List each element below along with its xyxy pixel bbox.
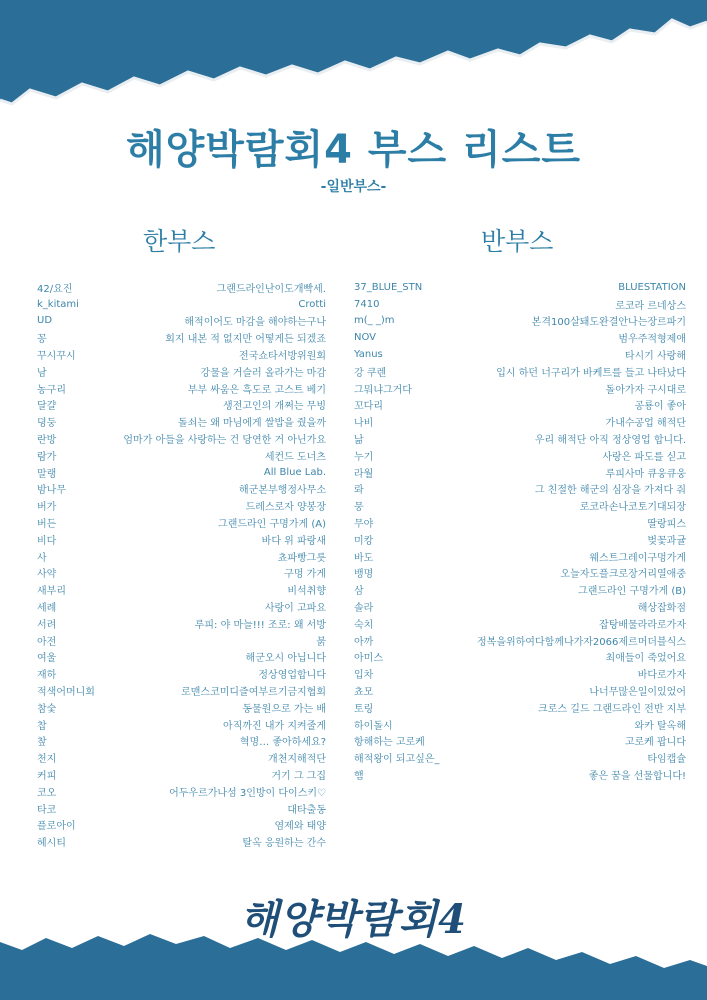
booth-owner-name: 강 쿠렌 bbox=[354, 367, 387, 379]
booth-title: 회지 내본 적 없지만 어떻게든 되겠죠 bbox=[165, 334, 326, 346]
booth-title: 그랜드라인 구명가게 (B) bbox=[578, 586, 686, 598]
booth-row bbox=[37, 833, 326, 850]
booth-owner-name: 커피 bbox=[37, 771, 57, 782]
booth-owner-name: 아까 bbox=[354, 636, 374, 648]
booth-row bbox=[354, 514, 686, 531]
booth-row bbox=[37, 413, 326, 430]
booth-title: 정상영업합니다 bbox=[258, 670, 326, 682]
booth-title: 나너무많은일이있었어 bbox=[589, 687, 686, 699]
booth-owner-name: 롸 bbox=[354, 485, 364, 497]
booth-row bbox=[37, 598, 326, 615]
booth-owner-name: 밤나무 bbox=[37, 485, 66, 497]
booth-owner-name: 7410 bbox=[354, 298, 380, 310]
booth-owner-name: 무야 bbox=[354, 519, 374, 531]
booth-title: 구멍 가게 bbox=[284, 569, 326, 581]
booth-title: 비석취향 bbox=[287, 586, 326, 598]
booth-row bbox=[37, 464, 326, 481]
booth-owner-name: 서려 bbox=[37, 619, 57, 631]
booth-row bbox=[354, 329, 686, 346]
booth-row bbox=[37, 716, 326, 733]
booth-owner-name: 세례 bbox=[37, 603, 57, 615]
booth-owner-name: 솔라 bbox=[354, 603, 374, 615]
booth-row bbox=[37, 514, 326, 531]
booth-row bbox=[37, 565, 326, 582]
booth-title: 로맨스코미디즐여부르기금지협회 bbox=[181, 687, 326, 699]
booth-owner-name: 헤시티 bbox=[37, 838, 66, 850]
booth-title: 대타출동 bbox=[287, 804, 326, 816]
booth-title: 탈옥 응원하는 간수 bbox=[242, 838, 326, 850]
booth-row bbox=[37, 749, 326, 766]
page-title: 해양박람회4 부스 리스트 bbox=[125, 127, 582, 173]
booth-owner-name: 플로아이 bbox=[37, 821, 76, 833]
booth-title: 붉 bbox=[316, 636, 326, 648]
booth-row bbox=[354, 598, 686, 615]
booth-row bbox=[354, 682, 686, 699]
booth-owner-name: 적색어머니회 bbox=[37, 687, 95, 699]
booth-owner-name: 참숯 bbox=[37, 703, 57, 715]
booth-owner-name: 사약 bbox=[37, 569, 57, 581]
booth-owner-name: Yanus bbox=[354, 349, 383, 361]
booth-title: 우리 해적단 아직 정상영업 합니다. bbox=[534, 435, 686, 447]
booth-title: 그랜드라인난이도개빡세. bbox=[216, 283, 326, 295]
booth-title: 어두우르가나섬 3인방이 다이스키♡ bbox=[169, 787, 326, 799]
booth-row bbox=[354, 615, 686, 632]
booth-row bbox=[37, 766, 326, 783]
booth-owner-name: 해적왕이 되고싶은_ bbox=[354, 754, 440, 766]
booth-owner-name: 사 bbox=[37, 552, 47, 564]
booth-title: 로코라 르네상스 bbox=[615, 300, 686, 312]
booth-row bbox=[37, 397, 326, 414]
booth-title: 거기 그 그집 bbox=[271, 771, 326, 782]
booth-row bbox=[37, 632, 326, 649]
booth-owner-name: 토링 bbox=[354, 703, 374, 715]
booth-owner-name: NOV bbox=[354, 332, 377, 344]
booth-row bbox=[354, 497, 686, 514]
booth-owner-name: m(_ _)m bbox=[354, 315, 395, 327]
booth-title: 타시기 사랑해 bbox=[624, 351, 686, 363]
booth-title: 세컨드 도너츠 bbox=[264, 451, 326, 463]
booth-owner-name: 찹 bbox=[37, 720, 47, 732]
booth-owner-name: UD bbox=[37, 315, 53, 327]
booth-title: 드레스로자 양봉장 bbox=[245, 502, 326, 514]
booth-owner-name: 낢 bbox=[354, 435, 364, 447]
booth-row bbox=[37, 447, 326, 464]
booth-title: 부부 싸움은 흑도로 고스트 베기 bbox=[187, 384, 326, 396]
booth-title: 좋은 꿈을 선물합니다! bbox=[588, 771, 686, 782]
booth-row bbox=[354, 531, 686, 548]
booth-owner-name: 남 bbox=[37, 367, 47, 379]
booth-title: 해군오시 아닙니다 bbox=[245, 653, 326, 665]
booth-title: 정복을위하여다함께나가자2066제르머더블식스 bbox=[477, 636, 686, 648]
booth-title: 딸랑피스 bbox=[647, 519, 686, 531]
booth-title: 아직까진 내가 지켜줄게 bbox=[223, 720, 326, 732]
booth-title: 사랑이 고파요 bbox=[264, 603, 326, 615]
booth-row bbox=[37, 615, 326, 632]
booth-row bbox=[37, 497, 326, 514]
booth-owner-name: 나비 bbox=[354, 418, 374, 430]
booth-title: 루피사마 큐웅큐웅 bbox=[605, 468, 686, 480]
booth-owner-name: 코오 bbox=[37, 787, 57, 799]
booth-title: 벚꽃과귤 bbox=[647, 535, 686, 547]
booth-title: 최애들이 죽었어요 bbox=[605, 653, 686, 665]
right-column-heading: 반부스 bbox=[481, 227, 554, 256]
booth-row bbox=[354, 749, 686, 766]
half-booth-list bbox=[354, 279, 686, 783]
booth-row bbox=[354, 699, 686, 716]
booth-owner-name: 여울 bbox=[37, 653, 57, 665]
booth-row bbox=[354, 464, 686, 481]
booth-title: Crotti bbox=[298, 298, 326, 310]
booth-owner-name: 누기 bbox=[354, 451, 374, 463]
booth-title: 가내수공업 해적단 bbox=[605, 418, 686, 430]
booth-owner-name: 42/요진 bbox=[37, 283, 73, 295]
booth-row bbox=[354, 565, 686, 582]
booth-title: 타임캡슐 bbox=[647, 754, 686, 766]
booth-title: 범우주적형제애 bbox=[618, 334, 686, 346]
booth-owner-name: 뭉 bbox=[354, 502, 364, 514]
booth-row bbox=[37, 817, 326, 834]
booth-row bbox=[37, 649, 326, 666]
booth-title: 크로스 길드 그랜드라인 전반 지부 bbox=[538, 703, 686, 715]
booth-title: 해적이어도 마감을 해야하는구나 bbox=[184, 317, 326, 329]
booth-owner-name: 비다 bbox=[37, 535, 57, 547]
booth-title: 해군본부행정사무소 bbox=[239, 485, 326, 497]
booth-owner-name: 버가 bbox=[37, 502, 57, 514]
booth-row bbox=[354, 733, 686, 750]
booth-title: 쵸파빵그릇 bbox=[277, 552, 326, 564]
booth-owner-name: 37_BLUE_STN bbox=[354, 281, 423, 293]
booth-owner-name: 꼬다리 bbox=[354, 401, 383, 413]
booth-title: 고로케 팝니다 bbox=[624, 737, 686, 749]
booth-owner-name: 챂 bbox=[37, 737, 47, 749]
booth-row bbox=[354, 296, 686, 313]
booth-row bbox=[354, 632, 686, 649]
booth-title: 로코라손나코토기대되장 bbox=[579, 502, 686, 514]
booth-owner-name: 뱅명 bbox=[354, 569, 374, 581]
booth-row bbox=[37, 548, 326, 565]
booth-row bbox=[37, 699, 326, 716]
booth-owner-name: 삼 bbox=[354, 586, 364, 598]
footer-logo: 해양박람회4 bbox=[239, 896, 468, 943]
booth-row bbox=[354, 380, 686, 397]
booth-owner-name: 천지 bbox=[37, 754, 57, 766]
booth-owner-name: 미캉 bbox=[354, 535, 374, 547]
booth-owner-name: 꽁 bbox=[37, 334, 47, 346]
booth-title: 바다로가자 bbox=[637, 670, 686, 682]
booth-owner-name: 항해하는 고로케 bbox=[354, 737, 425, 749]
left-column-heading: 한부스 bbox=[143, 227, 216, 256]
booth-title: 돌아가자 구시대로 bbox=[605, 384, 686, 396]
booth-row bbox=[37, 279, 326, 296]
booth-owner-name: k_kitami bbox=[37, 298, 79, 310]
booth-title: 개천지해적단 bbox=[268, 754, 326, 766]
booth-owner-name: 람가 bbox=[37, 451, 57, 463]
torn-paper-top-band bbox=[0, 0, 707, 110]
booth-row bbox=[37, 296, 326, 313]
booth-title: 본격100살돼도완결안나는장르파기 bbox=[531, 317, 686, 329]
booth-title: 잡탕배물라라로가자 bbox=[599, 619, 686, 631]
booth-title: 그 친절한 해군의 심장을 가져다 줘 bbox=[534, 485, 686, 497]
booth-title: 염제와 태양 bbox=[274, 821, 326, 833]
booth-title: 오늘자도플크로장거리열애중 bbox=[560, 569, 686, 581]
booth-row bbox=[37, 346, 326, 363]
booth-row bbox=[354, 413, 686, 430]
booth-title: 공룡이 좋아 bbox=[634, 401, 686, 413]
booth-title: All Blue Lab. bbox=[263, 466, 326, 478]
booth-owner-name: 아전 bbox=[37, 636, 57, 648]
booth-row bbox=[37, 665, 326, 682]
booth-row bbox=[354, 397, 686, 414]
booth-row bbox=[354, 716, 686, 733]
booth-owner-name: 아미스 bbox=[354, 653, 383, 665]
booth-row bbox=[354, 279, 686, 296]
booth-owner-name: 새부리 bbox=[37, 586, 66, 598]
booth-title: 동물원으로 가는 배 bbox=[242, 703, 326, 715]
booth-row bbox=[354, 363, 686, 380]
booth-row bbox=[37, 733, 326, 750]
booth-row bbox=[37, 363, 326, 380]
booth-row bbox=[37, 380, 326, 397]
booth-row bbox=[354, 430, 686, 447]
booth-title: 사랑은 파도를 싣고 bbox=[602, 451, 686, 463]
booth-row bbox=[37, 800, 326, 817]
booth-owner-name: 뎡둥 bbox=[37, 418, 57, 430]
booth-owner-name: 란방 bbox=[37, 435, 57, 447]
torn-paper-bottom-band bbox=[0, 930, 707, 1000]
booth-owner-name: 햄 bbox=[354, 771, 364, 782]
page-subtitle: -일반부스- bbox=[320, 179, 387, 195]
booth-title: 루피: 야 마늘!!! 조로: 왜 서방 bbox=[194, 619, 326, 631]
booth-owner-name: 버든 bbox=[37, 519, 57, 531]
booth-row bbox=[354, 481, 686, 498]
booth-title: 와카 탈옥해 bbox=[634, 720, 686, 732]
booth-title: 바다 위 파랑새 bbox=[261, 535, 326, 547]
booth-owner-name: 달걀 bbox=[37, 401, 57, 413]
booth-owner-name: 꾸시꾸시 bbox=[37, 351, 76, 363]
booth-title: 혁명… 좋아하세요? bbox=[239, 737, 326, 749]
booth-title: 입시 하던 너구리가 바케트를 들고 나타났다 bbox=[496, 367, 686, 379]
booth-row bbox=[37, 531, 326, 548]
booth-title: 웨스트그레이구멍가게 bbox=[589, 552, 686, 564]
booth-owner-name: 쵸모 bbox=[354, 687, 374, 699]
booth-title: BLUESTATION bbox=[618, 281, 686, 293]
booth-owner-name: 하이돌시 bbox=[354, 720, 393, 732]
booth-owner-name: 숙치 bbox=[354, 619, 374, 631]
booth-row bbox=[37, 481, 326, 498]
booth-title: 생전고인의 개쩌는 무빙 bbox=[223, 401, 326, 413]
booth-owner-name: 그뭐냐그거다 bbox=[354, 384, 412, 396]
booth-row bbox=[37, 430, 326, 447]
booth-owner-name: 농구리 bbox=[37, 384, 66, 396]
booth-row bbox=[37, 682, 326, 699]
booth-row bbox=[354, 581, 686, 598]
booth-row bbox=[354, 665, 686, 682]
booth-row bbox=[354, 548, 686, 565]
full-booth-list bbox=[37, 279, 326, 850]
booth-owner-name: 재하 bbox=[37, 670, 57, 682]
booth-owner-name: 타코 bbox=[37, 804, 57, 816]
booth-row bbox=[354, 447, 686, 464]
booth-row bbox=[354, 346, 686, 363]
booth-row bbox=[37, 313, 326, 330]
booth-row bbox=[37, 581, 326, 598]
booth-row bbox=[354, 766, 686, 783]
booth-owner-name: 라월 bbox=[354, 468, 374, 480]
booth-title: 전국쇼타서방위원회 bbox=[239, 351, 326, 363]
booth-title: 그랜드라인 구명가게 (A) bbox=[218, 519, 326, 531]
booth-title: 엄마가 아들을 사랑하는 건 당연한 거 아닌가요 bbox=[123, 435, 326, 447]
booth-owner-name: 입차 bbox=[354, 670, 374, 682]
booth-row bbox=[37, 329, 326, 346]
booth-row bbox=[354, 313, 686, 330]
booth-row bbox=[37, 783, 326, 800]
booth-title: 돌쇠는 왜 마님에게 쌀밥을 줬을까 bbox=[178, 418, 326, 430]
booth-title: 해상잡화점 bbox=[637, 603, 686, 615]
booth-row bbox=[354, 649, 686, 666]
booth-owner-name: 바도 bbox=[354, 552, 374, 564]
booth-title: 강물을 거슬러 올라가는 마감 bbox=[200, 367, 326, 379]
booth-owner-name: 말랭 bbox=[37, 468, 57, 480]
